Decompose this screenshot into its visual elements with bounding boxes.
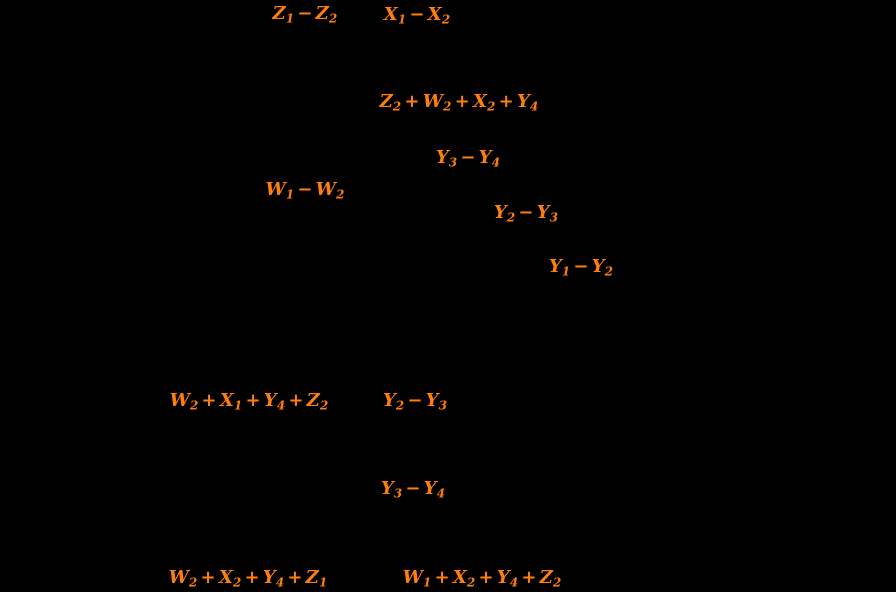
plus-operator: + [201, 390, 217, 411]
variable: X [427, 4, 442, 25]
variable-subscript: 2 [319, 398, 329, 413]
variable: Y [493, 202, 507, 223]
variable: W [402, 567, 423, 588]
plus-operator: + [200, 567, 216, 588]
variable: X [472, 91, 488, 112]
variable: Z [539, 567, 553, 588]
node-label [169, 390, 329, 413]
node-label [379, 91, 539, 114]
plus-operator: + [434, 567, 450, 588]
variable-subscript: 1 [397, 12, 407, 27]
node-label [272, 3, 338, 26]
variable-subscript: 4 [276, 398, 286, 413]
variable-subscript: 2 [552, 575, 562, 590]
variable: Y [516, 91, 530, 112]
variable-subscript: 2 [329, 11, 338, 26]
variable: Z [272, 3, 286, 24]
node-label [435, 147, 501, 170]
node-label [168, 567, 328, 590]
variable: X [219, 390, 234, 411]
variable-subscript: 2 [506, 210, 516, 225]
variable: X [383, 4, 398, 25]
variable: W [168, 567, 189, 588]
node-label [493, 202, 559, 225]
plus-operator: + [245, 390, 261, 411]
variable: W [422, 91, 444, 112]
variable: X [218, 567, 233, 588]
plus-operator: + [454, 91, 470, 112]
variable: Y [536, 202, 550, 223]
variable-subscript: 1 [285, 187, 295, 202]
variable-subscript: 2 [487, 99, 496, 114]
minus-operator: − [407, 390, 423, 411]
variable-subscript: 3 [438, 398, 448, 413]
variable-subscript: 2 [232, 575, 242, 590]
variable: W [169, 390, 190, 411]
variable: X [452, 567, 467, 588]
variable: Z [305, 567, 319, 588]
minus-operator: − [297, 3, 313, 24]
plus-operator: + [288, 390, 304, 411]
minus-operator: − [460, 147, 476, 168]
node-label [382, 390, 448, 413]
minus-operator: − [573, 256, 589, 277]
plus-operator: + [498, 91, 514, 112]
variable-subscript: 2 [190, 398, 199, 413]
plus-operator: + [287, 567, 303, 588]
variable: Y [548, 256, 562, 277]
variable: Y [591, 256, 605, 277]
variable-subscript: 2 [392, 99, 402, 114]
variable-subscript: 2 [466, 575, 476, 590]
variable: Y [423, 478, 437, 499]
variable-subscript: 4 [436, 486, 446, 501]
variable: Y [262, 567, 276, 588]
variable-subscript: 3 [549, 210, 559, 225]
node-label [265, 179, 345, 202]
plus-operator: + [478, 567, 494, 588]
variable-subscript: 3 [393, 486, 403, 501]
variable: Z [306, 390, 320, 411]
node-label [402, 567, 562, 590]
variable: Y [425, 390, 439, 411]
minus-operator: − [409, 4, 425, 25]
minus-operator: − [297, 179, 313, 200]
variable: Y [380, 478, 394, 499]
variable-subscript: 1 [423, 575, 432, 590]
variable: Y [435, 147, 449, 168]
minus-operator: − [518, 202, 534, 223]
variable: Y [478, 147, 492, 168]
plus-operator: + [244, 567, 260, 588]
node-label [380, 478, 446, 501]
node-label [383, 4, 451, 27]
variable-subscript: 4 [275, 575, 285, 590]
variable-subscript: 1 [318, 575, 328, 590]
minus-operator: − [405, 478, 421, 499]
variable-subscript: 1 [233, 398, 243, 413]
plus-operator: + [521, 567, 537, 588]
variable-subscript: 4 [509, 575, 519, 590]
variable: Y [263, 390, 277, 411]
variable-subscript: 3 [448, 155, 458, 170]
variable: W [315, 179, 337, 200]
variable: Z [315, 3, 330, 24]
variable-subscript: 2 [336, 187, 345, 202]
variable: Y [382, 390, 396, 411]
variable: Z [379, 91, 393, 112]
variable: W [265, 179, 286, 200]
variable-subscript: 2 [189, 575, 198, 590]
variable-subscript: 2 [395, 398, 405, 413]
variable: Y [496, 567, 510, 588]
variable-subscript: 2 [604, 264, 614, 279]
variable-subscript: 1 [561, 264, 571, 279]
variable-subscript: 2 [441, 12, 451, 27]
variable-subscript: 4 [529, 99, 539, 114]
node-label [548, 256, 614, 279]
plus-operator: + [404, 91, 420, 112]
variable-subscript: 1 [285, 11, 295, 26]
variable-subscript: 4 [491, 155, 501, 170]
variable-subscript: 2 [443, 99, 452, 114]
